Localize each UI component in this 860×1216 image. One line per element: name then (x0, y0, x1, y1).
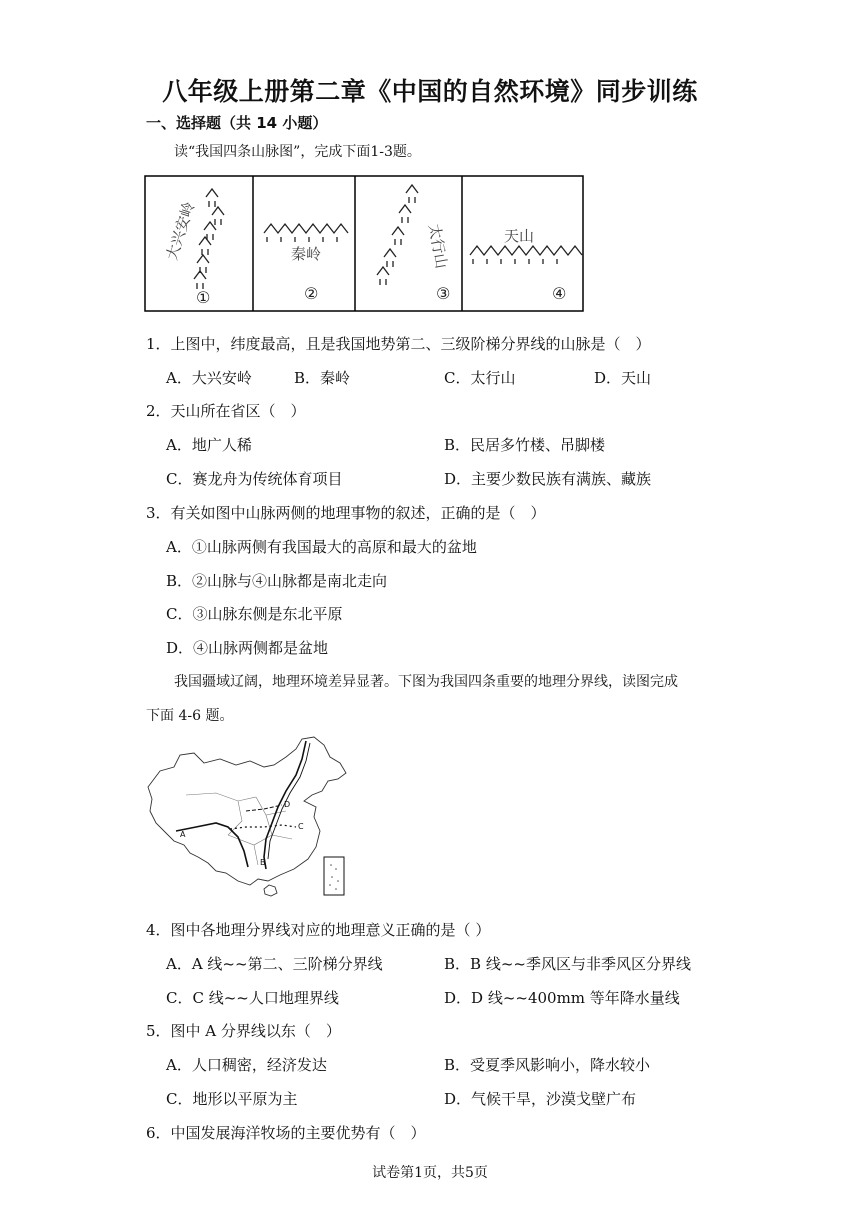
label-a: A (180, 830, 186, 839)
q3-option-a: A．①山脉两侧有我国最大的高原和最大的盆地 (166, 538, 477, 556)
question-1-stem: 1．上图中，纬度最高，且是我国地势第二、三级阶梯分界线的山脉是（ ） (146, 335, 651, 353)
label-c: C (298, 822, 304, 831)
question-2-stem: 2．天山所在省区（ ） (146, 402, 306, 420)
panel-3-label: 太行山 (425, 222, 451, 271)
q4-option-a: A．A 线~~第二、三阶梯分界线 (166, 955, 383, 973)
intro-text-2-line-2: 下面 4-6 题。 (146, 708, 234, 724)
q2-option-c: C．赛龙舟为传统体育项目 (166, 470, 343, 488)
q2-option-d: D．主要少数民族有满族、藏族 (444, 470, 652, 488)
q5-option-c: C．地形以平原为主 (166, 1090, 298, 1108)
q1-option-b: B．秦岭 (294, 369, 351, 387)
q4-option-b: B．B 线~~季风区与非季风区分界线 (444, 955, 691, 973)
intro-text-2-line-1: 我国疆域辽阔，地理环境差异显著。下图为我国四条重要的地理分界线，读图完成 (174, 674, 678, 690)
panel-2-number: ② (304, 284, 319, 303)
question-4-stem: 4．图中各地理分界线对应的地理意义正确的是（ ） (146, 921, 491, 939)
q4-option-c: C．C 线~~人口地理界线 (166, 989, 339, 1007)
panel-1-label: 大兴安岭 (162, 199, 199, 263)
panel-3-number: ③ (436, 284, 451, 303)
panel-4-label: 天山 (504, 227, 535, 245)
question-5-stem: 5．图中 A 分界线以东（ ） (146, 1022, 341, 1040)
label-d: D (284, 800, 291, 809)
q5-option-b: B．受夏季风影响小，降水较小 (444, 1056, 651, 1074)
intro-text-1: 读“我国四条山脉图”，完成下面1-3题。 (174, 144, 421, 160)
page-title: 八年级上册第二章《中国的自然环境》同步训练 (162, 77, 698, 106)
q4-option-d: D．D 线~~400mm 等年降水量线 (444, 989, 680, 1007)
question-3-stem: 3．有关如图中山脉两侧的地理事物的叙述，正确的是（ ） (146, 504, 546, 522)
panel-4-number: ④ (552, 284, 567, 303)
boundary-line-a (176, 823, 248, 867)
q5-option-d: D．气候干旱，沙漠戈壁广布 (444, 1090, 637, 1108)
label-b: B (260, 858, 266, 867)
south-china-sea-inset (324, 857, 344, 895)
q2-option-b: B．民居多竹楼、吊脚楼 (444, 436, 606, 454)
panel-1-number: ① (196, 288, 211, 307)
china-boundary-map (146, 735, 352, 900)
mountain-ranges-figure (144, 175, 584, 313)
q1-option-a: A．大兴安岭 (166, 369, 252, 387)
q5-option-a: A．人口稠密，经济发达 (166, 1056, 327, 1074)
section-heading: 一、选择题（共 14 小题） (146, 114, 328, 132)
page-footer: 试卷第1页，共5页 (372, 1165, 488, 1181)
q3-option-c: C．③山脉东侧是东北平原 (166, 605, 343, 623)
boundary-line-c (230, 825, 296, 829)
question-6-stem: 6．中国发展海洋牧场的主要优势有（ ） (146, 1124, 426, 1142)
q3-option-b: B．②山脉与④山脉都是南北走向 (166, 572, 388, 590)
q1-option-d: D．天山 (594, 369, 652, 387)
q3-option-d: D．④山脉两侧都是盆地 (166, 639, 329, 657)
panel-2-label: 秦岭 (291, 245, 322, 263)
q1-option-c: C．太行山 (444, 369, 516, 387)
q2-option-a: A．地广人稀 (166, 436, 252, 454)
